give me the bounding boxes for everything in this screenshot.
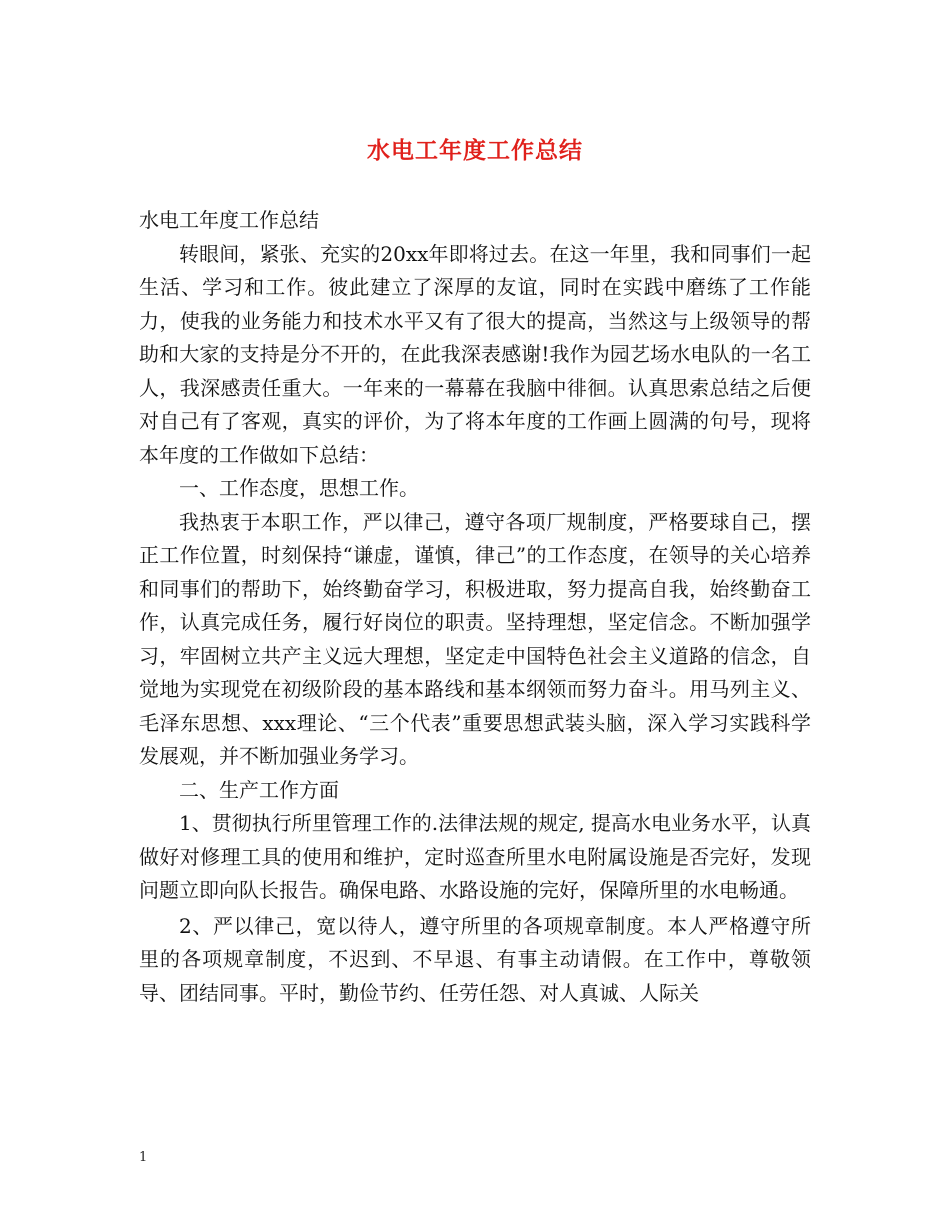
section-heading-attitude: 一、工作态度，思想工作。 <box>179 476 419 500</box>
paragraph-production-1: 1、贯彻执行所里管理工作的.法律法规的规定, 提高水电业务水平，认真做好对修理工具的使用和维护，定时巡查所里水电附属设施是否完好，发现问题立即向队长报告。确保电路、水路设施的完好，保障所里的水电畅通。 <box>139 811 811 902</box>
document-subtitle: 水电工年度工作总结 <box>139 208 319 232</box>
document-title: 水电工年度工作总结 <box>367 137 583 164</box>
section-heading-production: 二、生产工作方面 <box>179 777 339 802</box>
page-number: 1 <box>139 1150 148 1165</box>
paragraph-attitude: 我热衷于本职工作，严以律己，遵守各项厂规制度，严格要球自己，摆正工作位置，时刻保持“谦虚，谨慎，律己”的工作态度，在领导的关心培养和同事们的帮助下，始终勤奋学习，积极进取，努力提高自我，始终勤奋工作，认真完成任务，履行好岗位的职责。坚持理想，坚定信念。不断加强学习，牢固树立共产主义远大理想，坚定走中国特色社会主义道路的信念，自觉地为实现党在初级阶段的基本路线和基本纲领而努力奋斗。用马列主义、毛泽东思想、xxx理论、“三个代表”重要思想武装头脑，深入学习实践科学发展观，并不断加强业务学习。 <box>139 509 811 768</box>
paragraph-production-2: 2、严以律己，宽以待人，遵守所里的各项规章制度。本人严格遵守所里的各项规章制度，不迟到、不早退、有事主动请假。在工作中，尊敬领导、团结同事。平时，勤俭节约、任劳任怨、对人真诚、人际关 <box>139 913 811 1005</box>
paragraph-intro: 转眼间，紧张、充实的20xx年即将过去。在这一年里，我和同事们一起生活、学习和工作。彼此建立了深厚的友谊，同时在实践中磨练了工作能力，使我的业务能力和技术水平又有了很大的提高，当然这与上级领导的帮助和大家的支持是分不开的，在此我深表感谢!我作为园艺场水电队的一名工人，我深感责任重大。一年来的一幕幕在我脑中徘徊。认真思索总结之后便对自己有了客观，真实的评价，为了将本年度的工作画上圆满的句号，现将本年度的工作做如下总结： <box>139 241 811 467</box>
document-body <box>139 204 811 1010</box>
